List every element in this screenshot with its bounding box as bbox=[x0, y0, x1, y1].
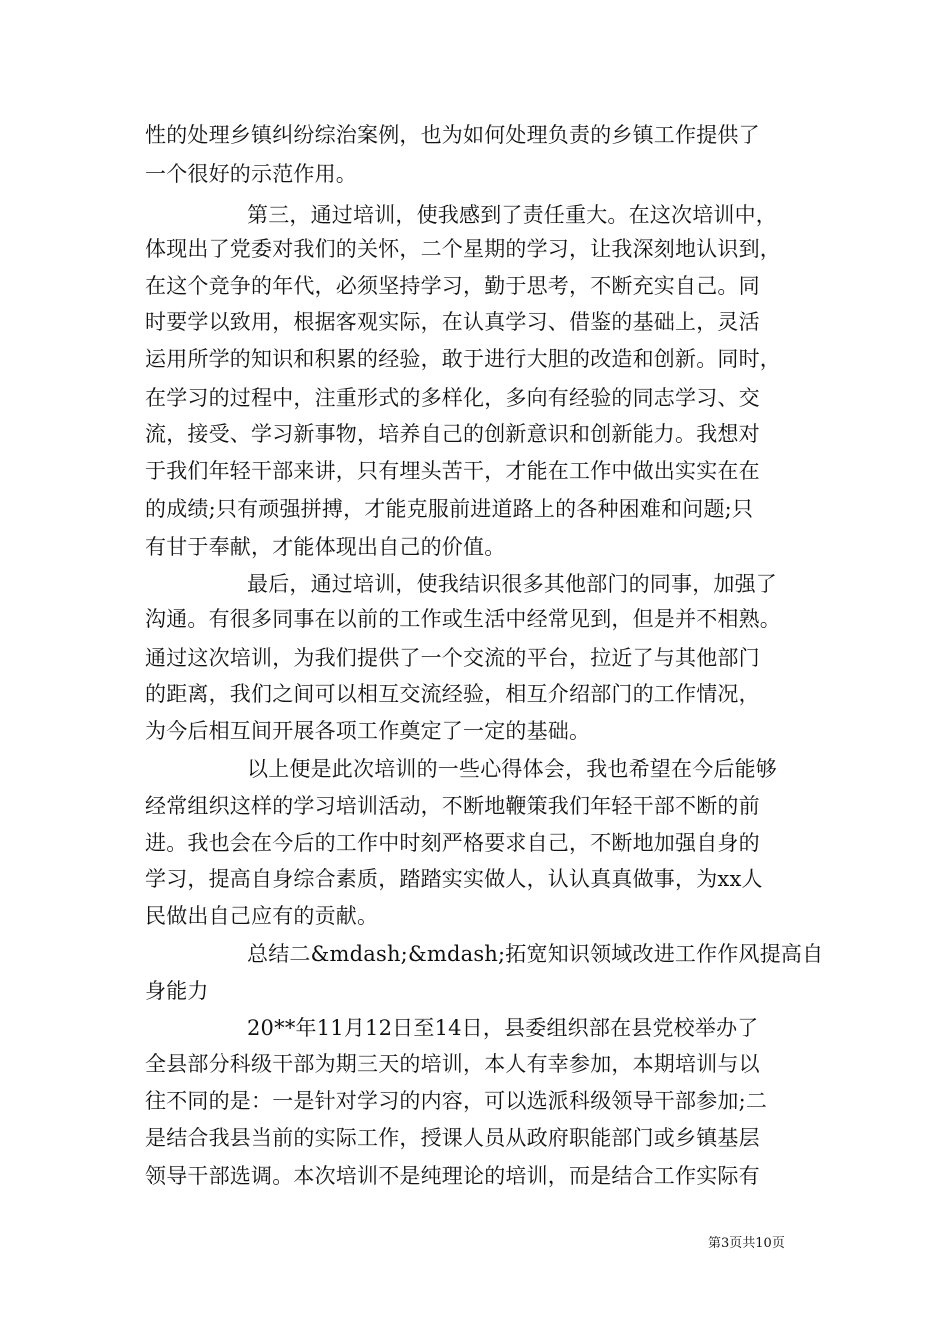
text-line: 的成绩;只有顽强拼搏，才能克服前进道路上的各种困难和问题;只 bbox=[145, 497, 754, 521]
text-line: 于我们年轻干部来讲，只有埋头苦干，才能在工作中做出实实在在 bbox=[145, 459, 760, 483]
text-line: 体现出了党委对我们的关怀，二个星期的学习，让我深刻地认识到， bbox=[145, 237, 781, 261]
text-line: 身能力 bbox=[145, 979, 209, 1003]
text-line: 是结合我县当前的实际工作，授课人员从政府职能部门或乡镇基层 bbox=[145, 1126, 760, 1150]
text-line: 进。我也会在今后的工作中时刻严格要求自己，不断地加强自身的 bbox=[145, 831, 760, 855]
text-line: 全县部分科级干部为期三天的培训，本人有幸参加，本期培训与以 bbox=[145, 1052, 760, 1076]
text-line: 在学习的过程中，注重形式的多样化，多向有经验的同志学习、交 bbox=[145, 386, 760, 410]
text-line: 以上便是此次培训的一些心得体会，我也希望在今后能够 bbox=[247, 757, 777, 781]
text-line: 有甘于奉献，才能体现出自己的价值。 bbox=[145, 535, 506, 559]
text-line: 在这个竞争的年代，必须坚持学习，勤于思考，不断充实自己。同 bbox=[145, 274, 760, 298]
text-line: 一个很好的示范作用。 bbox=[145, 162, 357, 186]
page-number: 第3页共10页 bbox=[708, 1236, 785, 1251]
text-line: 性的处理乡镇纠纷综治案例，也为如何处理负责的乡镇工作提供了 bbox=[145, 123, 760, 147]
text-line: 通过这次培训，为我们提供了一个交流的平台，拉近了与其他部门 bbox=[145, 646, 760, 670]
text-line: 沟通。有很多同事在以前的工作或生活中经常见到，但是并不相熟。 bbox=[145, 607, 781, 631]
text-line: 领导干部选调。本次培训不是纯理论的培训，而是结合工作实际有 bbox=[145, 1164, 760, 1188]
text-line: 第三，通过培训，使我感到了责任重大。在这次培训中， bbox=[247, 203, 777, 227]
text-line: 民做出自己应有的贡献。 bbox=[145, 904, 379, 928]
text-line: 运用所学的知识和积累的经验，敢于进行大胆的改造和创新。同时， bbox=[145, 347, 781, 371]
text-line: 的距离，我们之间可以相互交流经验，相互介绍部门的工作情况， bbox=[145, 682, 760, 706]
text-line: 总结二&mdash;&mdash;拓宽知识领域改进工作作风提高自 bbox=[247, 942, 824, 966]
text-line: 20**年11月12日至14日，县委组织部在县党校举办了 bbox=[247, 1016, 759, 1040]
text-line: 时要学以致用，根据客观实际，在认真学习、借鉴的基础上，灵活 bbox=[145, 310, 760, 334]
text-line: 最后，通过培训，使我结识很多其他部门的同事，加强了 bbox=[247, 572, 777, 596]
text-line: 流，接受、学习新事物，培养自己的创新意识和创新能力。我想对 bbox=[145, 422, 760, 446]
text-line: 为今后相互间开展各项工作奠定了一定的基础。 bbox=[145, 719, 591, 743]
text-line: 经常组织这样的学习培训活动，不断地鞭策我们年轻干部不断的前 bbox=[145, 794, 760, 818]
text-line: 学习，提高自身综合素质，踏踏实实做人，认认真真做事，为xx人 bbox=[145, 867, 763, 891]
text-line: 往不同的是：一是针对学习的内容，可以选派科级领导干部参加;二 bbox=[145, 1089, 768, 1113]
